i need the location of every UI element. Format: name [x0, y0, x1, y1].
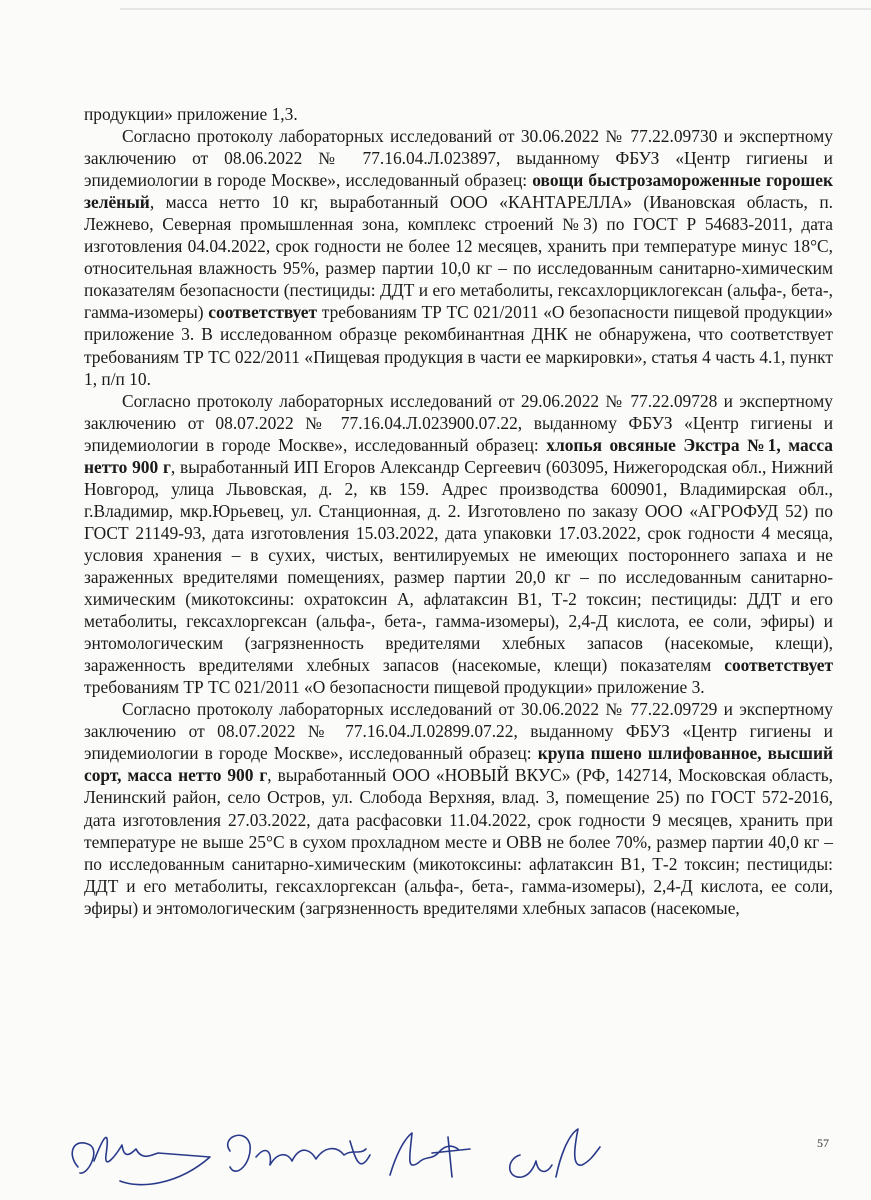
text-run: требованиям ТР ТС 021/2011 «О безопасности пищевой продукции» приложение 3. В исследованном образце рекомбинантная ДНК не обнаружена, что соответствует требованиям ТР ТС 022/2011 «Пищевая продукция в части ее маркировки», статья 4 часть 4.1, пункт 1, п/п 10. [84, 302, 834, 389]
paragraph [84, 125, 833, 390]
bold-text-run: соответствует [208, 302, 318, 323]
signature-2 [228, 1135, 370, 1171]
bold-text-run: хлопья овсяные Экстра №1, масса нетто 900 г [84, 434, 833, 477]
text-run: , выработанный ИП Егоров Александр Сергеевич (603095, Нижегородская обл., Нижний Новгород, улица Львовская, д. 2, кв 159. Адрес производства 600901, Владимирская обл., г.Владимир, мкр.Юрьевец, ул. Станционная, д. 2. Изготовлено по заказу ООО «АГРОФУД 52) по ГОСТ 21149-93, дата изготовления 15.03.2022, дата упаковки 17.03.2022, срок годности 4 месяца, условия хранения – в сухих, чистых, вентилируемых не имеющих постороннего запаха и не зараженных вредителями помещениях, размер партии 20,0 кг – по исследованным санитарно-химическим (микотоксины: охратоксин А, афлатаксин В1, Т-2 токсин; пестициды: ДДТ и его метаболиты, гексахлоргексан (альфа-, бета-, гамма-изомеры), 2,4-Д кислота, ее соли, эфиры) и энтомологическим (загрязненность вредителями хлебных запасов (насекомые, клещи), зараженность вредителями хлебных запасов (насекомые, клещи) показателям [84, 456, 834, 676]
bold-text-run: соответствует [724, 655, 833, 676]
document-body [84, 103, 833, 919]
bold-text-run: крупа пшено шлифованное, высший сорт, масса нетто 900 г [84, 743, 833, 786]
scan-edge-line [120, 8, 871, 10]
text-run: , выработанный ООО «НОВЫЙ ВКУС» (РФ, 142714, Московская область, Ленинский район, село Остров, ул. Слобода Верхняя, влад. 3, помещение 25) по ГОСТ 572-2016, дата изготовления 27.03.2022, дата расфасовки 11.04.2022, срок годности 9 месяцев, хранить при температуре не выше 25°С в сухом прохладном месте и ОВВ не более 70%, размер партии 40,0 кг – по исследованным санитарно-химическим (микотоксины: афлатаксин В1, Т-2 токсин; пестициды: ДДТ и его метаболиты, гексахлоргексан (альфа-, бета-, гамма-изомеры), 2,4-Д кислота, ее соли, эфиры) и энтомологическим (загрязненность вредителями хлебных запасов (насекомые, [84, 765, 833, 918]
signature-3 [390, 1133, 470, 1177]
page-number: 57 [817, 1136, 829, 1150]
bold-text-run: овощи быстрозамороженные горошек зелёный [84, 170, 833, 213]
text-run: Согласно протоколу лабораторных исследований от 29.06.2022 № 77.22.09728 и экспертному заключению от 08.07.2022 № 77.16.04.Л.023900.07.22, выданному ФБУЗ «Центр гигиены и эпидемиологии в городе Москве», исследованный образец: [84, 390, 833, 455]
text-run: требованиям ТР ТС 021/2011 «О безопасности пищевой продукции» приложение 3. [84, 677, 705, 698]
text-run: , масса нетто 10 кг, выработанный ООО «КАНТАРЕЛЛА» (Ивановская область, п. Лежнево, Северная промышленная зона, комплекс строений №3) по ГОСТ Р 54683-2011, дата изготовления 04.04.2022, срок годности не более 12 месяцев, хранить при температуре минус 18°С, относительная влажность 95%, размер партии 10,0 кг – по исследованным санитарно-химическим показателям безопасности (пестициды: ДДТ и его метаболиты, гексахлорциклогексан (альфа-, бета-, гамма-изомеры) [84, 192, 833, 323]
paragraph [84, 390, 833, 699]
text-run: продукции» приложение 1,3. [84, 104, 298, 124]
signature-1 [72, 1137, 210, 1184]
text-run: Согласно протоколу лабораторных исследований от 30.06.2022 № 77.22.09729 и экспертному заключению от 08.07.2022 № 77.16.04.Л.02899.07.22, выданному ФБУЗ «Центр гигиены и эпидемиологии в городе Москве», исследованный образец: [84, 699, 833, 764]
signature-4 [510, 1129, 600, 1177]
handwritten-signatures [60, 1115, 620, 1195]
paragraph [84, 698, 833, 918]
paragraph [84, 103, 833, 125]
text-run: Согласно протоколу лабораторных исследований от 30.06.2022 № 77.22.09730 и экспертному заключению от 08.06.2022 № 77.16.04.Л.023897, выданному ФБУЗ «Центр гигиены и эпидемиологии в городе Москве», исследованный образец: [84, 126, 833, 191]
